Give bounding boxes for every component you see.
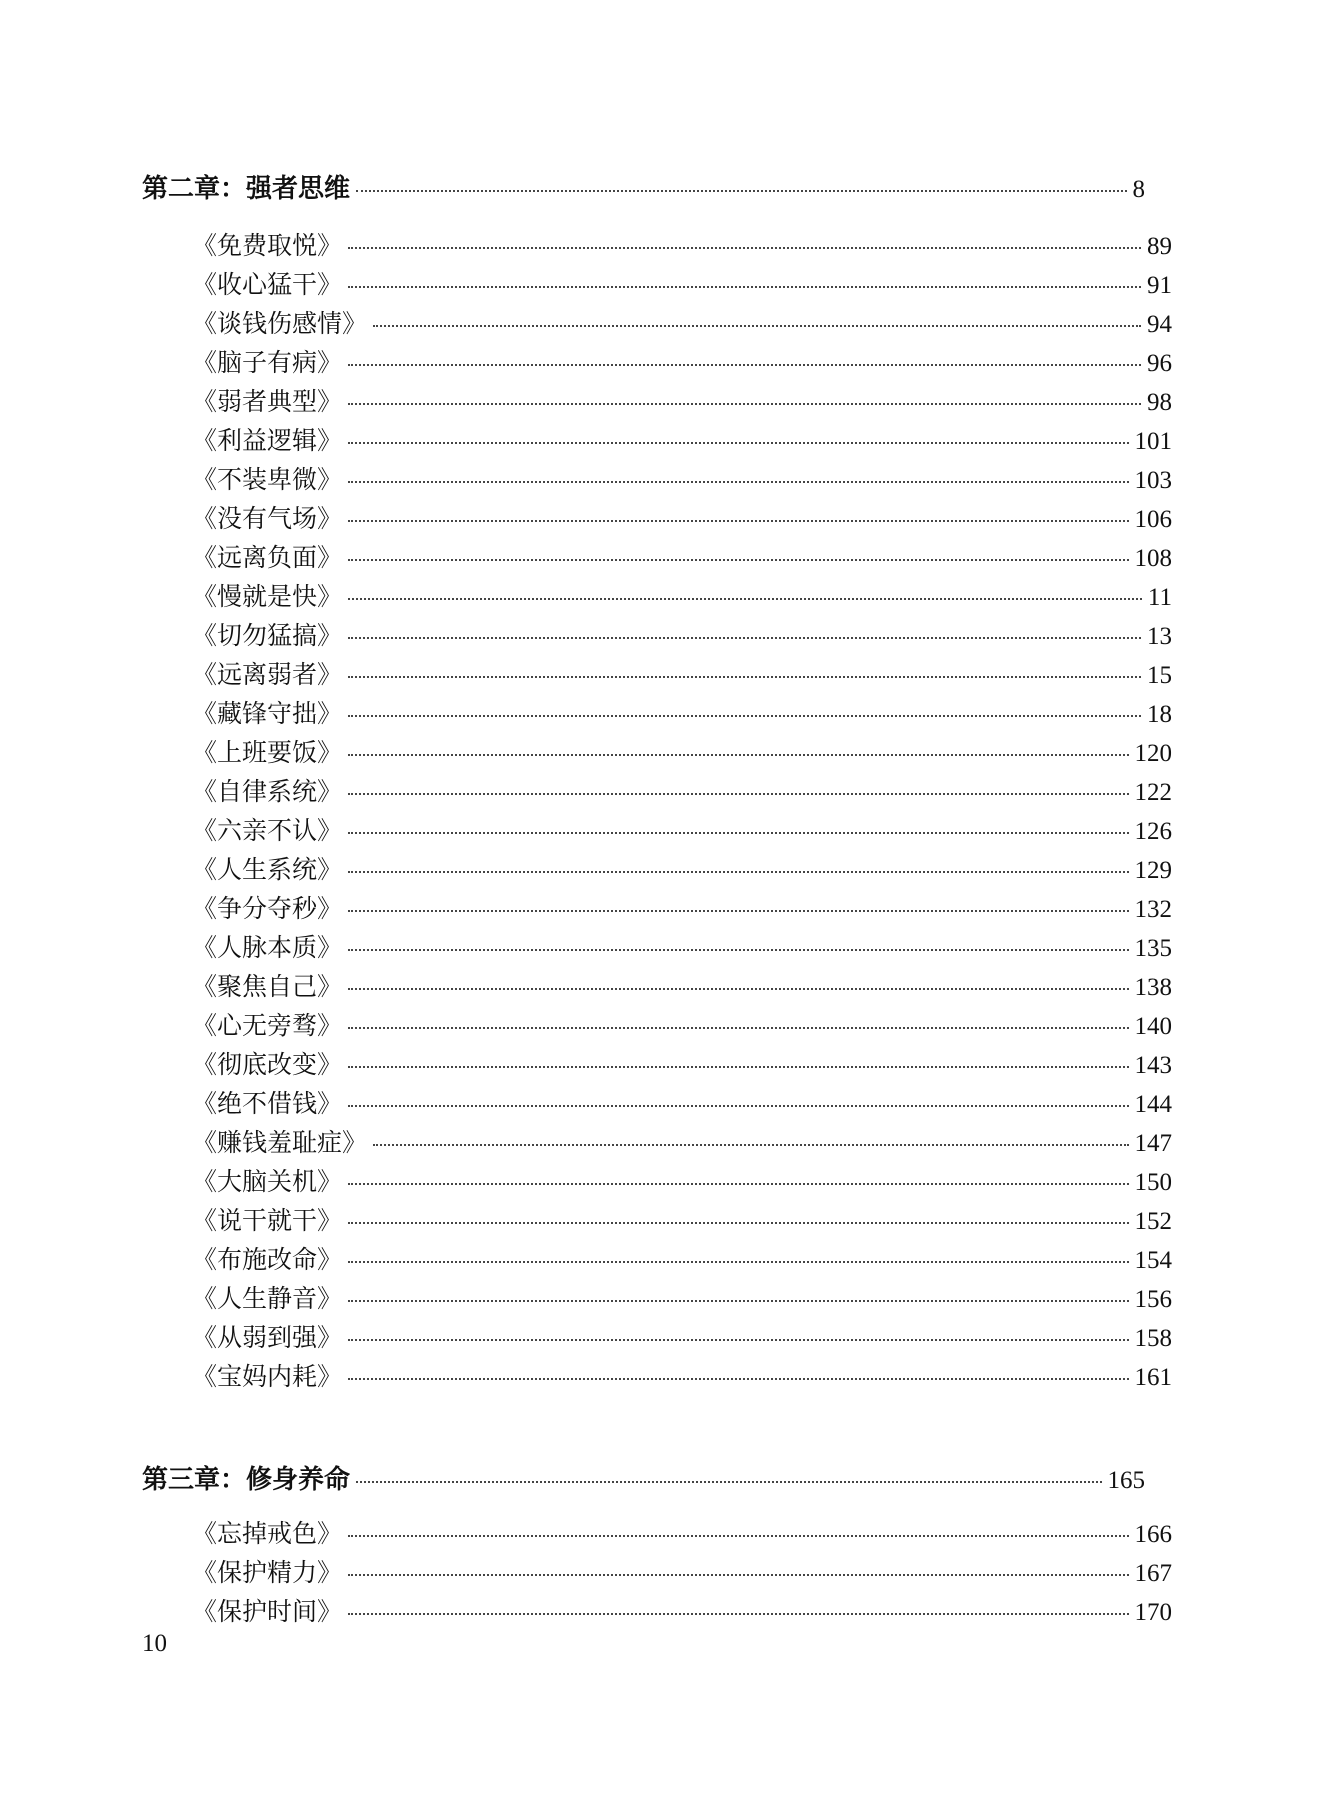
toc-page-number: 89 xyxy=(1147,233,1172,260)
toc-page-number: 138 xyxy=(1134,974,1172,1001)
dot-leader xyxy=(348,1066,1128,1068)
dot-leader xyxy=(348,1300,1128,1302)
toc-entry-title: 《自律系统》 xyxy=(192,777,343,806)
dot-leader xyxy=(348,949,1128,951)
toc-page-number: 11 xyxy=(1147,584,1172,611)
toc-entry-row xyxy=(192,1514,1172,1550)
toc-entry-row xyxy=(192,1201,1172,1237)
toc-entry-title: 《远离弱者》 xyxy=(192,660,343,689)
toc-entry-row xyxy=(192,1045,1172,1081)
toc-page-number: 135 xyxy=(1134,935,1172,962)
toc-entry-title: 《保护精力》 xyxy=(192,1558,343,1587)
toc-entry-row xyxy=(192,265,1172,301)
toc-entry-title: 《人脉本质》 xyxy=(192,933,343,962)
dot-leader xyxy=(348,598,1142,600)
toc-entry-title: 《慢就是快》 xyxy=(192,582,343,611)
toc-entry-row xyxy=(192,1006,1172,1042)
toc-entry-title: 《从弱到强》 xyxy=(192,1323,343,1352)
toc-page-number: 106 xyxy=(1134,506,1172,533)
dot-leader xyxy=(373,325,1141,327)
toc-entry-row xyxy=(192,1592,1172,1628)
dot-leader xyxy=(373,1144,1128,1146)
dot-leader xyxy=(356,190,1126,192)
toc-entry-title: 《赚钱羞耻症》 xyxy=(192,1128,368,1157)
toc-chapter-title: 第二章：强者思维 xyxy=(142,174,351,204)
dot-leader xyxy=(348,1183,1128,1185)
toc-page-number: 96 xyxy=(1147,350,1172,377)
dot-leader xyxy=(348,1261,1128,1263)
toc-page-number: 167 xyxy=(1134,1560,1172,1587)
toc-entry-row xyxy=(192,772,1172,808)
toc-page-number: 152 xyxy=(1134,1208,1172,1235)
toc-entry-row xyxy=(192,226,1172,262)
toc-page-number: 143 xyxy=(1134,1052,1172,1079)
toc-entry-row xyxy=(192,1084,1172,1120)
toc-page-number: 122 xyxy=(1134,779,1172,806)
toc-entry-row xyxy=(192,889,1172,925)
toc-entry-row xyxy=(192,1240,1172,1276)
toc-page-number: 161 xyxy=(1134,1364,1172,1391)
toc-entry-title: 《没有气场》 xyxy=(192,504,343,533)
dot-leader xyxy=(348,871,1128,873)
toc-page-number: 150 xyxy=(1134,1169,1172,1196)
toc-page-number: 8 xyxy=(1132,176,1145,203)
toc-page-number: 147 xyxy=(1134,1130,1172,1157)
toc-entry-row xyxy=(192,577,1172,613)
toc-chapter-row xyxy=(142,168,1145,205)
dot-leader xyxy=(348,1339,1128,1341)
toc-entry-row xyxy=(192,811,1172,847)
dot-leader xyxy=(348,1027,1128,1029)
dot-leader xyxy=(348,637,1141,639)
toc-entry-row xyxy=(192,616,1172,652)
toc-entry-title: 《六亲不认》 xyxy=(192,816,343,845)
toc-page-number: 15 xyxy=(1147,662,1172,689)
toc-entry-title: 《弱者典型》 xyxy=(192,387,343,416)
toc-entry-title: 《远离负面》 xyxy=(192,543,343,572)
toc-entry-row xyxy=(192,1318,1172,1354)
toc-entry-row xyxy=(192,304,1172,340)
toc-entry-title: 《免费取悦》 xyxy=(192,231,343,260)
toc-entry-row xyxy=(192,1279,1172,1315)
dot-leader xyxy=(356,1481,1101,1483)
toc-entry-title: 《脑子有病》 xyxy=(192,348,343,377)
dot-leader xyxy=(348,1574,1128,1576)
dot-leader xyxy=(348,988,1128,990)
toc-entry-row xyxy=(192,1357,1172,1393)
dot-leader xyxy=(348,286,1141,288)
toc-entry-title: 《藏锋守拙》 xyxy=(192,699,343,728)
toc-entry-title: 《大脑关机》 xyxy=(192,1167,343,1196)
dot-leader xyxy=(348,364,1141,366)
toc-entry-title: 《说干就干》 xyxy=(192,1206,343,1235)
toc-page-number: 170 xyxy=(1134,1599,1172,1626)
toc-page-number: 91 xyxy=(1147,272,1172,299)
toc-entry-row xyxy=(192,1162,1172,1198)
toc-entry-row xyxy=(192,460,1172,496)
dot-leader xyxy=(348,1613,1128,1615)
toc-entry-title: 《宝妈内耗》 xyxy=(192,1362,343,1391)
toc-entry-row xyxy=(192,850,1172,886)
dot-leader xyxy=(348,442,1128,444)
toc-page-number: 140 xyxy=(1134,1013,1172,1040)
toc-page-number: 154 xyxy=(1134,1247,1172,1274)
dot-leader xyxy=(348,1222,1128,1224)
toc-entry-title: 《不装卑微》 xyxy=(192,465,343,494)
toc-entry-title: 《忘掉戒色》 xyxy=(192,1519,343,1548)
toc-page-number: 166 xyxy=(1134,1521,1172,1548)
dot-leader xyxy=(348,1105,1128,1107)
toc-entry-title: 《利益逻辑》 xyxy=(192,426,343,455)
toc-entry-title: 《聚焦自己》 xyxy=(192,972,343,1001)
toc-entry-row xyxy=(192,499,1172,535)
dot-leader xyxy=(348,793,1128,795)
toc-page-number: 94 xyxy=(1147,311,1172,338)
toc-entry-row xyxy=(192,538,1172,574)
dot-leader xyxy=(348,676,1141,678)
toc-entry-title: 《人生静音》 xyxy=(192,1284,343,1313)
toc-entry-title: 《切勿猛搞》 xyxy=(192,621,343,650)
toc-entry-title: 《保护时间》 xyxy=(192,1597,343,1626)
toc-page-number: 18 xyxy=(1147,701,1172,728)
toc-page-number: 108 xyxy=(1134,545,1172,572)
dot-leader xyxy=(348,520,1128,522)
toc-page-number: 120 xyxy=(1134,740,1172,767)
toc-entry-row xyxy=(192,1123,1172,1159)
dot-leader xyxy=(348,1535,1128,1537)
toc-page-number: 129 xyxy=(1134,857,1172,884)
toc-page-number: 101 xyxy=(1134,428,1172,455)
dot-leader xyxy=(348,832,1128,834)
dot-leader xyxy=(348,1378,1128,1380)
dot-leader xyxy=(348,481,1128,483)
dot-leader xyxy=(348,403,1141,405)
toc-page-number: 144 xyxy=(1134,1091,1172,1118)
toc-page-number: 132 xyxy=(1134,896,1172,923)
toc-chapter-title: 第三章：修身养命 xyxy=(142,1465,351,1495)
toc-entry-row xyxy=(192,967,1172,1003)
toc-entry-row xyxy=(192,694,1172,730)
toc-page-number: 103 xyxy=(1134,467,1172,494)
toc-page-number: 165 xyxy=(1107,1467,1145,1494)
toc-entry-row xyxy=(192,655,1172,691)
toc-entry-title: 《上班要饭》 xyxy=(192,738,343,767)
toc-entry-title: 《谈钱伤感情》 xyxy=(192,309,368,338)
dot-leader xyxy=(348,754,1128,756)
toc-entry-title: 《人生系统》 xyxy=(192,855,343,884)
toc-entry-row xyxy=(192,733,1172,769)
dot-leader xyxy=(348,247,1141,249)
dot-leader xyxy=(348,559,1128,561)
page-folio-number: 10 xyxy=(142,1630,167,1657)
toc-entry-title: 《布施改命》 xyxy=(192,1245,343,1274)
toc-entry-title: 《彻底改变》 xyxy=(192,1050,343,1079)
toc-entry-title: 《心无旁骛》 xyxy=(192,1011,343,1040)
toc-entry-row xyxy=(192,343,1172,379)
toc-entry-row xyxy=(192,382,1172,418)
toc-page-number: 13 xyxy=(1147,623,1172,650)
toc-entry-row xyxy=(192,421,1172,457)
dot-leader xyxy=(348,715,1141,717)
toc-page-number: 156 xyxy=(1134,1286,1172,1313)
toc-entry-title: 《争分夺秒》 xyxy=(192,894,343,923)
toc-entry-row xyxy=(192,928,1172,964)
toc-entry-row xyxy=(192,1553,1172,1589)
toc-page-number: 98 xyxy=(1147,389,1172,416)
toc-chapter-row xyxy=(142,1459,1145,1496)
toc-entry-title: 《收心猛干》 xyxy=(192,270,343,299)
toc-page-number: 126 xyxy=(1134,818,1172,845)
toc-page-number: 158 xyxy=(1134,1325,1172,1352)
dot-leader xyxy=(348,910,1128,912)
toc-entry-title: 《绝不借钱》 xyxy=(192,1089,343,1118)
